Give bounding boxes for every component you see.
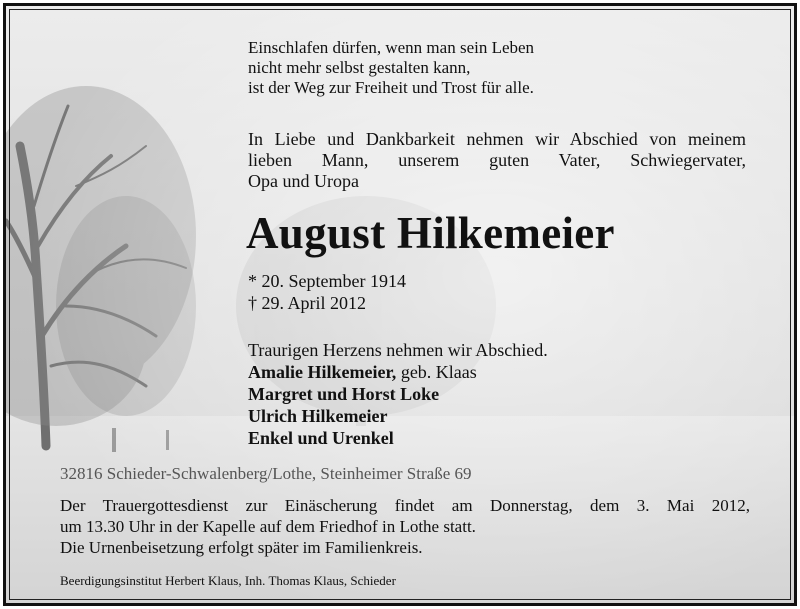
intro-line: Opa und Uropa [248,171,359,191]
mourners-block [248,339,548,449]
motto-line: nicht mehr selbst gestalten kann, [248,58,471,77]
motto-line: ist der Weg zur Freiheit und Trost für alle. [248,78,534,97]
intro-line: In Liebe und Dankbarkeit nehmen wir Abschied von meinem [248,129,746,149]
service-line: Der Trauergottesdienst zur Einäscherung findet am Donnerstag, dem 3. Mai 2012, [60,496,750,515]
service-info [60,495,750,558]
birth-date: * 20. September 1914 [248,271,406,291]
family-address: 32816 Schieder-Schwalenberg/Lothe, Steinheimer Straße 69 [60,464,472,483]
mourner-item [248,361,548,383]
intro-text [248,129,746,192]
mourner-item [248,427,548,449]
mourning-line: Traurigen Herzens nehmen wir Abschied. [248,340,548,360]
obituary-notice [3,3,797,606]
mourner-name: Ulrich Hilkemeier [248,406,388,426]
mourner-suffix: geb. Klaas [396,362,477,382]
deceased-name: August Hilkemeier [246,208,615,258]
mourner-name: Amalie Hilkemeier, [248,362,397,382]
service-line: Die Urnenbeisetzung erfolgt später im Familienkreis. [60,538,423,557]
mourner-name: Margret und Horst Loke [248,384,440,404]
funeral-home: Beerdigungsinstitut Herbert Klaus, Inh. Thomas Klaus, Schieder [60,573,396,588]
mourner-item [248,383,548,405]
death-date: † 29. April 2012 [248,293,367,313]
service-line: um 13.30 Uhr in der Kapelle auf dem Friedhof in Lothe statt. [60,517,476,536]
motto-poem [248,38,534,98]
motto-line: Einschlafen dürfen, wenn man sein Leben [248,38,535,57]
life-dates [248,270,406,314]
mourner-name: Enkel und Urenkel [248,428,394,448]
mourner-item [248,405,548,427]
intro-line: lieben Mann, unserem guten Vater, Schwiegervater, [248,150,746,170]
